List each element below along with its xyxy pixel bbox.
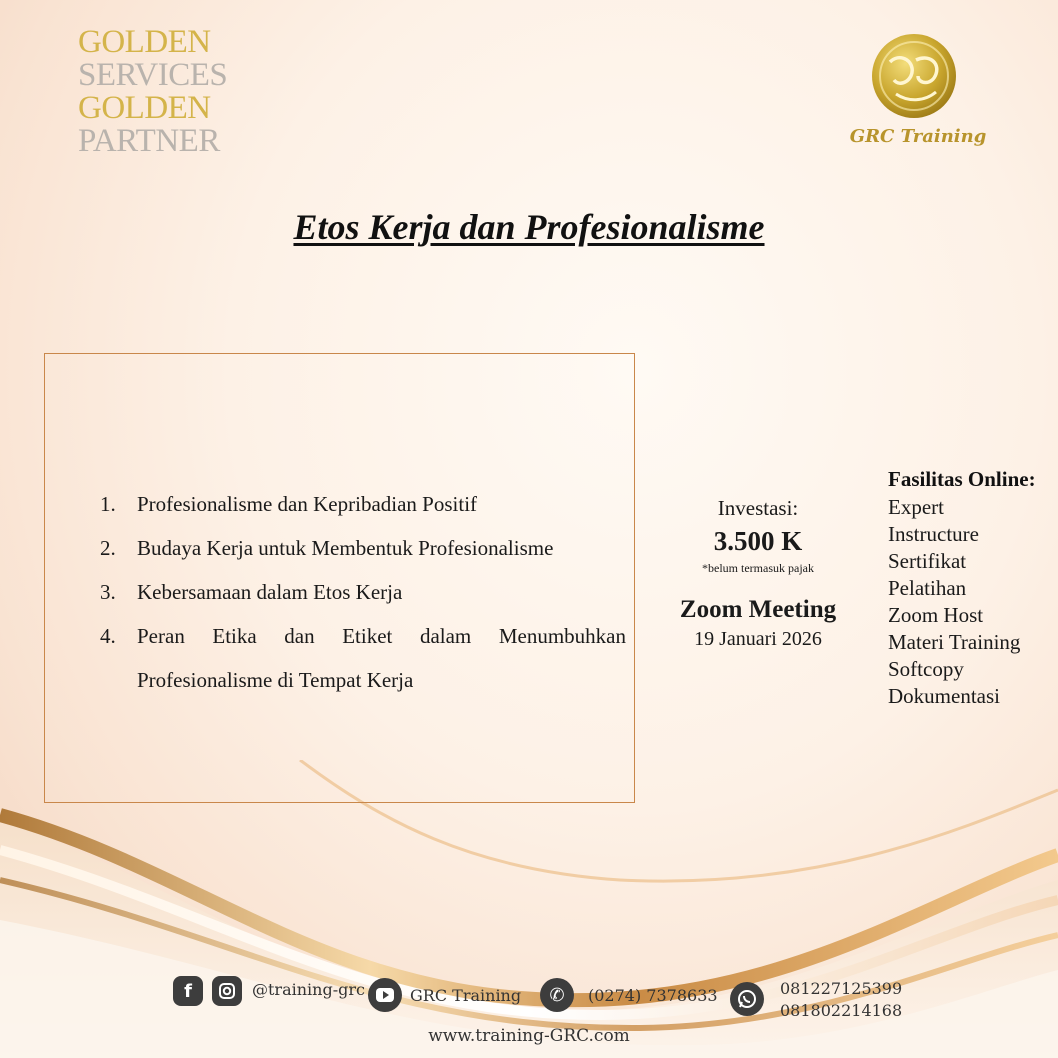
instagram-icon[interactable] (212, 976, 242, 1006)
event-date: 19 Januari 2026 (694, 628, 822, 650)
facilities-list (888, 494, 1020, 710)
whatsapp-number[interactable]: 081227125399 (780, 979, 903, 998)
website-link[interactable]: www.training-GRC.com (428, 1026, 630, 1046)
list-item: Dokumentasi (888, 684, 1000, 708)
list-item (100, 614, 626, 702)
whatsapp-number[interactable]: 081802214168 (780, 1001, 903, 1020)
list-item: Materi Training (888, 630, 1021, 654)
list-item (100, 526, 626, 570)
list-item (100, 482, 626, 526)
logo-text: GRC Training (849, 126, 987, 147)
whatsapp-icon[interactable] (730, 982, 764, 1016)
investment-label: Investasi: (717, 496, 799, 520)
tagline-line: SERVICES (78, 57, 228, 93)
list-item: Zoom Host (888, 603, 984, 627)
tagline-line: GOLDEN (78, 90, 211, 126)
topic-text: Budaya Kerja untuk Membentuk Profesionalisme (137, 536, 554, 560)
list-item: Softcopy (888, 657, 964, 681)
topic-text: Peran Etika dan Etiket dalam Menumbuhkan Profesionalisme di Tempat Kerja (137, 624, 626, 692)
topic-number: 1. (100, 492, 116, 516)
phone-number[interactable]: (0274) 7378633 (588, 986, 718, 1005)
investment-note: *belum termasuk pajak (702, 561, 814, 575)
topic-text: Kebersamaan dalam Etos Kerja (137, 580, 403, 604)
topic-number: 3. (100, 580, 116, 604)
tagline (78, 26, 227, 158)
youtube-icon[interactable] (368, 978, 402, 1012)
event-mode: Zoom Meeting (679, 596, 837, 623)
list-item: Instructure (888, 522, 979, 546)
topic-list (100, 482, 626, 702)
topic-text: Profesionalisme dan Kepribadian Positif (137, 492, 478, 516)
phone-icon[interactable]: ✆ (540, 978, 574, 1012)
facilities-title: Fasilitas Online: (888, 467, 1036, 491)
page-title: Etos Kerja dan Profesionalisme (293, 207, 765, 247)
list-item (100, 570, 626, 614)
topic-number: 2. (100, 536, 116, 560)
list-item: Sertifikat (888, 549, 967, 573)
topic-number: 4. (100, 624, 116, 648)
social-handle[interactable]: @training-grc (252, 980, 365, 999)
facebook-icon[interactable]: f (173, 976, 203, 1006)
investment-price: 3.500 K (713, 526, 803, 556)
youtube-channel[interactable]: GRC Training (410, 986, 522, 1005)
tagline-line: GOLDEN (78, 24, 211, 60)
tagline-line: PARTNER (78, 123, 220, 159)
list-item: Expert (888, 495, 944, 519)
list-item: Pelatihan (888, 576, 967, 600)
